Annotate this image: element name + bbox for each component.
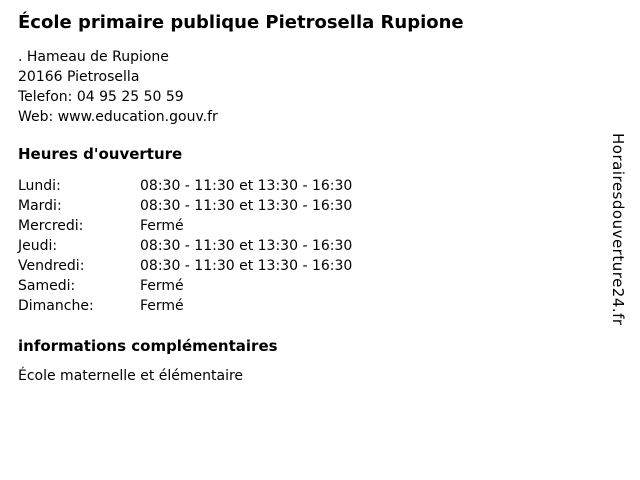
day-label: Jeudi: — [18, 238, 58, 254]
site-watermark: Horairesdouverture24.fr — [609, 133, 627, 326]
time-value: 08:30 - 11:30 et 13:30 - 16:30 — [140, 198, 353, 214]
hours-row-sunday — [18, 296, 600, 316]
additional-info-text: École maternelle et élémentaire — [18, 368, 244, 384]
day-label: Mercredi: — [18, 218, 84, 234]
web-line: Web: www.education.gouv.fr — [18, 109, 218, 125]
address-city: 20166 Pietrosella — [18, 69, 140, 85]
time-value: Fermé — [140, 218, 184, 234]
day-label: Mardi: — [18, 198, 62, 214]
hours-heading: Heures d'ouverture — [18, 145, 183, 163]
time-value: Fermé — [140, 298, 184, 314]
time-value: Fermé — [140, 278, 184, 294]
time-value: 08:30 - 11:30 et 13:30 - 16:30 — [140, 178, 353, 194]
day-label: Lundi: — [18, 178, 61, 194]
hours-row-tuesday — [18, 196, 600, 216]
page-title: École primaire publique Pietrosella Rupione — [18, 12, 464, 33]
hours-row-monday — [18, 176, 600, 196]
hours-table — [18, 176, 600, 316]
day-label: Samedi: — [18, 278, 76, 294]
hours-row-wednesday — [18, 216, 600, 236]
hours-row-saturday — [18, 276, 600, 296]
address-street: . Hameau de Rupione — [18, 49, 169, 65]
additional-info-heading: informations complémentaires — [18, 337, 278, 355]
day-label: Vendredi: — [18, 258, 85, 274]
contact-block — [18, 47, 600, 127]
time-value: 08:30 - 11:30 et 13:30 - 16:30 — [140, 238, 353, 254]
day-label: Dimanche: — [18, 298, 94, 314]
phone-line: Telefon: 04 95 25 50 59 — [18, 89, 184, 105]
time-value: 08:30 - 11:30 et 13:30 - 16:30 — [140, 258, 353, 274]
hours-row-friday — [18, 256, 600, 276]
hours-row-thursday — [18, 236, 600, 256]
